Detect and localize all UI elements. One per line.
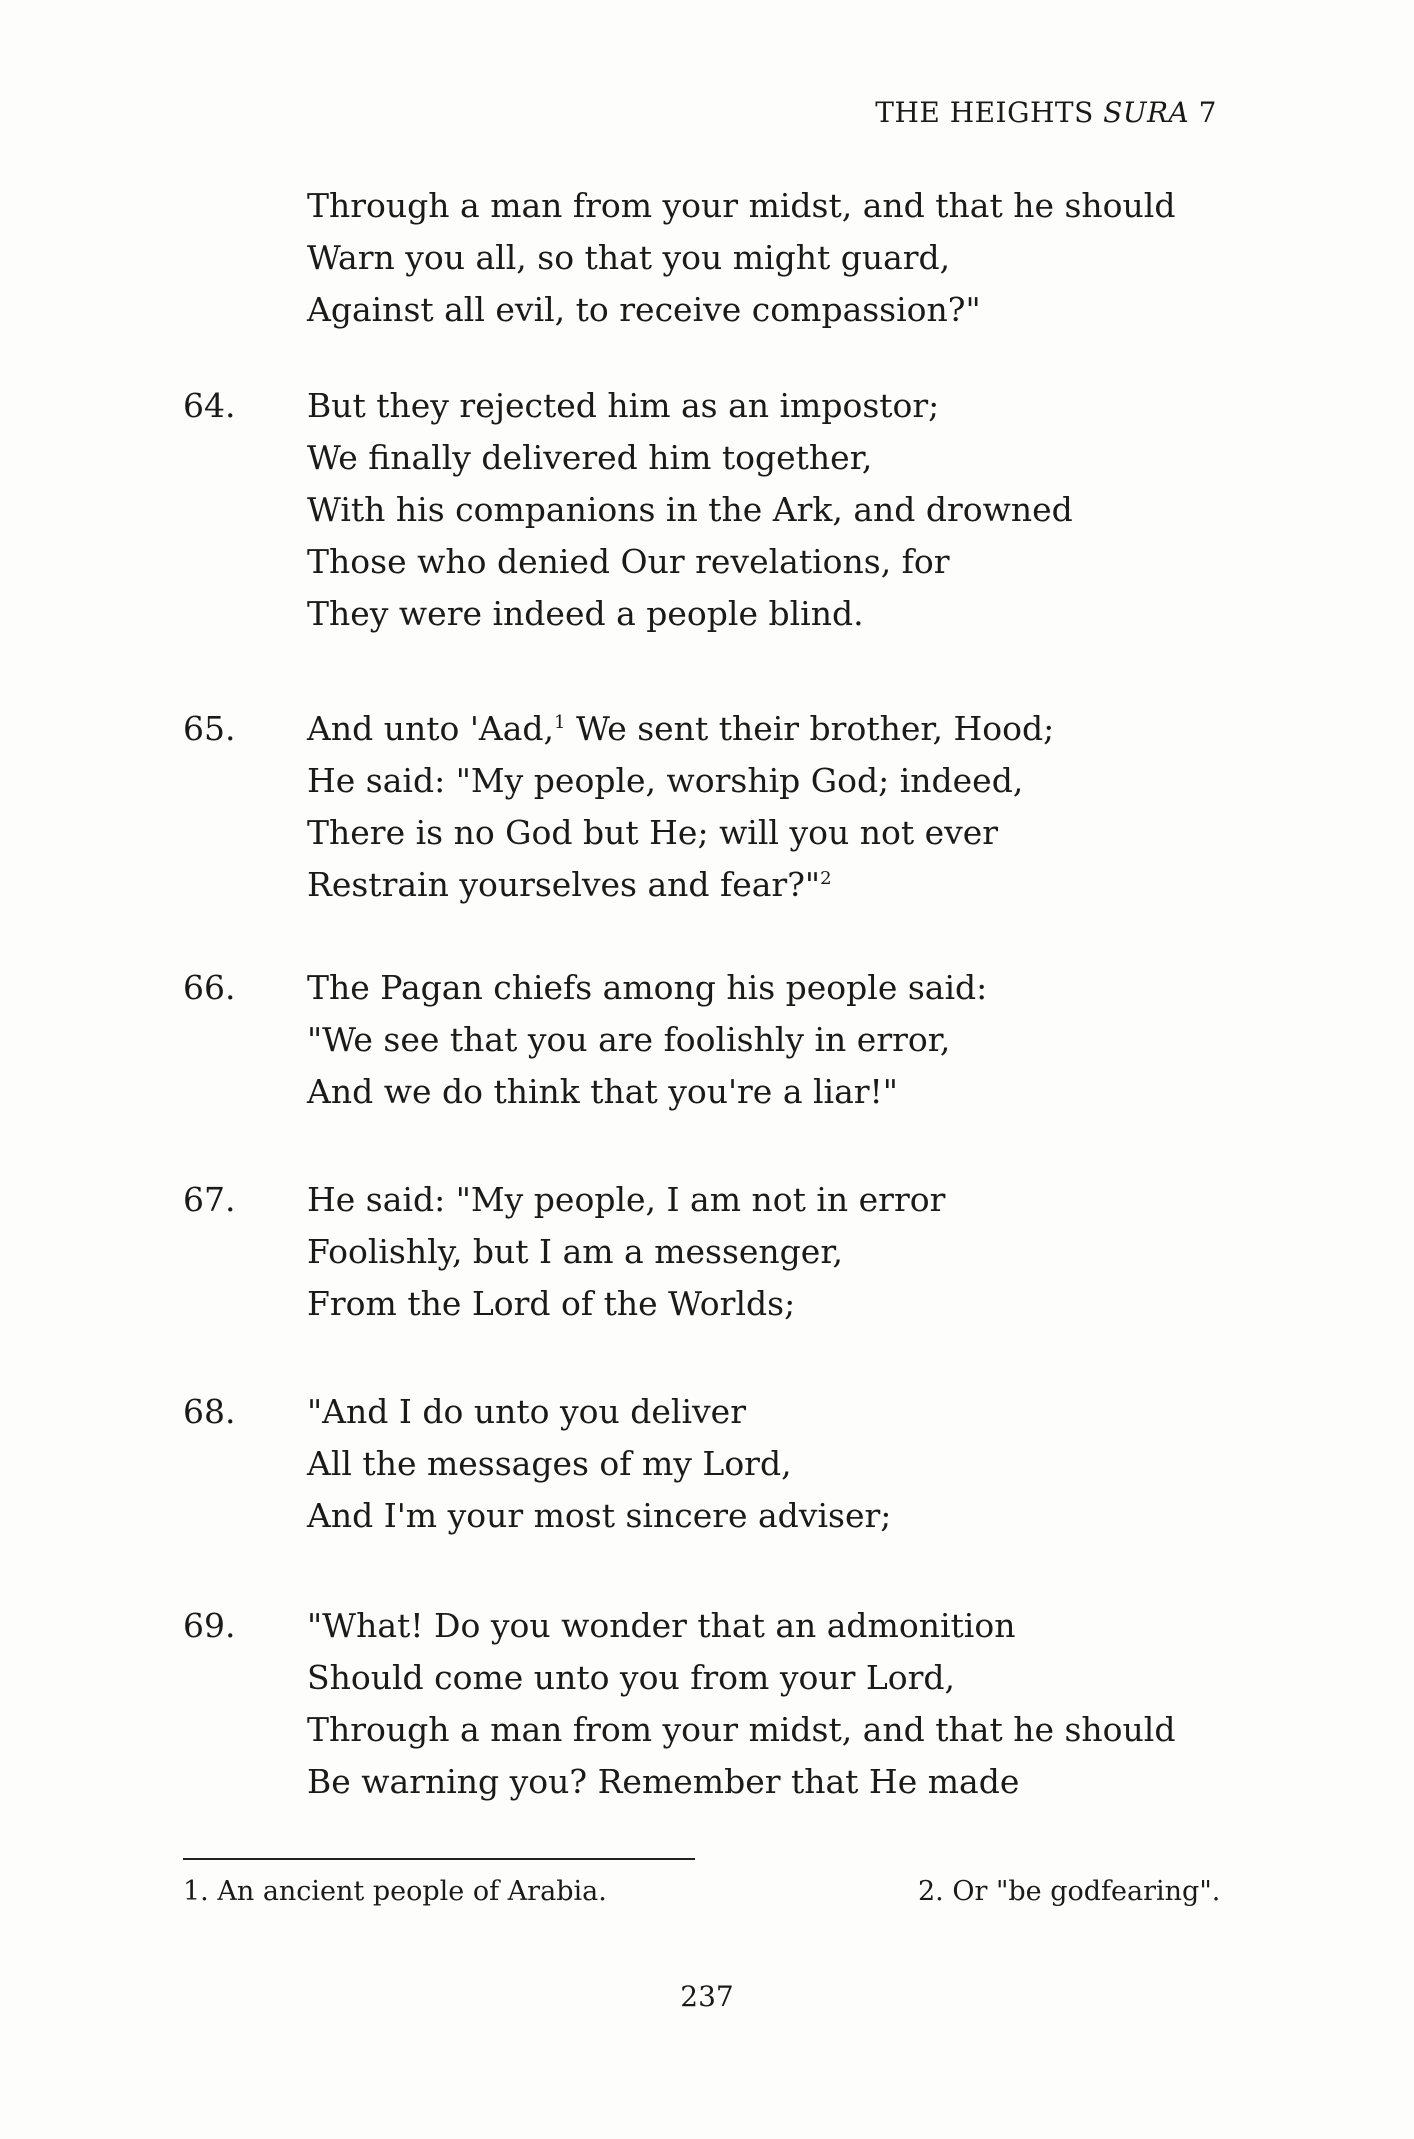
verse-line: Should come unto you from your Lord, — [307, 1658, 956, 1697]
verse-64 — [183, 380, 1073, 640]
verse-line: Through a man from your midst, and that he should — [307, 186, 1176, 225]
verse-line: And I'm your most sincere adviser; — [307, 1496, 892, 1535]
verse-line: He said: "My people, worship God; indeed, — [307, 761, 1024, 800]
footnote-ref-2: 2 — [820, 868, 832, 889]
verse-number: 65. — [183, 709, 236, 748]
verse-number: 69. — [183, 1606, 236, 1645]
verse-line: Against all evil, to receive compassion?" — [307, 290, 981, 329]
verse-line: "What! Do you wonder that an admonition — [307, 1606, 1016, 1645]
verse-66 — [183, 962, 987, 1118]
verse-line: There is no God but He; will you not ever — [307, 813, 999, 852]
footnote-1: 1. An ancient people of Arabia. — [183, 1876, 607, 1907]
running-head-sura-number: 7 — [1198, 96, 1217, 129]
verse-line: And unto 'Aad,$^1$ We sent their brother, Hood; — [307, 709, 1055, 748]
verse-line: Be warning you? Remember that He made — [307, 1762, 1020, 1801]
verse-68 — [183, 1386, 891, 1542]
verse-line: We finally delivered him together, — [307, 438, 873, 477]
verse-line: "We see that you are foolishly in error, — [307, 1020, 951, 1059]
verse-67 — [183, 1174, 945, 1330]
verse-number: 68. — [183, 1392, 236, 1431]
footnote-divider — [183, 1858, 695, 1860]
verse-line: Restrain yourselves and fear?"$^2$ — [307, 865, 832, 904]
footnote-2: 2. Or "be godfearing". — [918, 1876, 1221, 1907]
running-head-sura-label: SURA — [1103, 96, 1190, 129]
verse-number: 64. — [183, 386, 236, 425]
verse-line: Through a man from your midst, and that he should — [307, 1710, 1176, 1749]
running-head — [875, 96, 1217, 129]
verse-line: Warn you all, so that you might guard, — [307, 238, 951, 277]
verse-number: 66. — [183, 968, 236, 1007]
verse-65 — [183, 703, 1054, 911]
verse-line: Foolishly, but I am a messenger, — [307, 1232, 843, 1271]
verse-line: With his companions in the Ark, and drowned — [307, 490, 1073, 529]
verse-line: From the Lord of the Worlds; — [307, 1284, 796, 1323]
verse-line: All the messages of my Lord, — [307, 1444, 792, 1483]
verse-line: The Pagan chiefs among his people said: — [307, 968, 988, 1007]
verse-line: But they rejected him as an impostor; — [307, 386, 940, 425]
footnote-ref-1: 1 — [554, 712, 566, 733]
verse-69 — [183, 1600, 1175, 1808]
verse-line: He said: "My people, I am not in error — [307, 1180, 946, 1219]
running-head-title: THE HEIGHTS — [875, 96, 1094, 129]
verse-line: They were indeed a people blind. — [307, 594, 864, 633]
verse-line: And we do think that you're a liar!" — [307, 1072, 898, 1111]
page-number: 237 — [680, 1980, 734, 2013]
verse-number: 67. — [183, 1180, 236, 1219]
continued-verse — [307, 180, 1175, 336]
verse-line: "And I do unto you deliver — [307, 1392, 746, 1431]
verse-line: Those who denied Our revelations, for — [307, 542, 950, 581]
